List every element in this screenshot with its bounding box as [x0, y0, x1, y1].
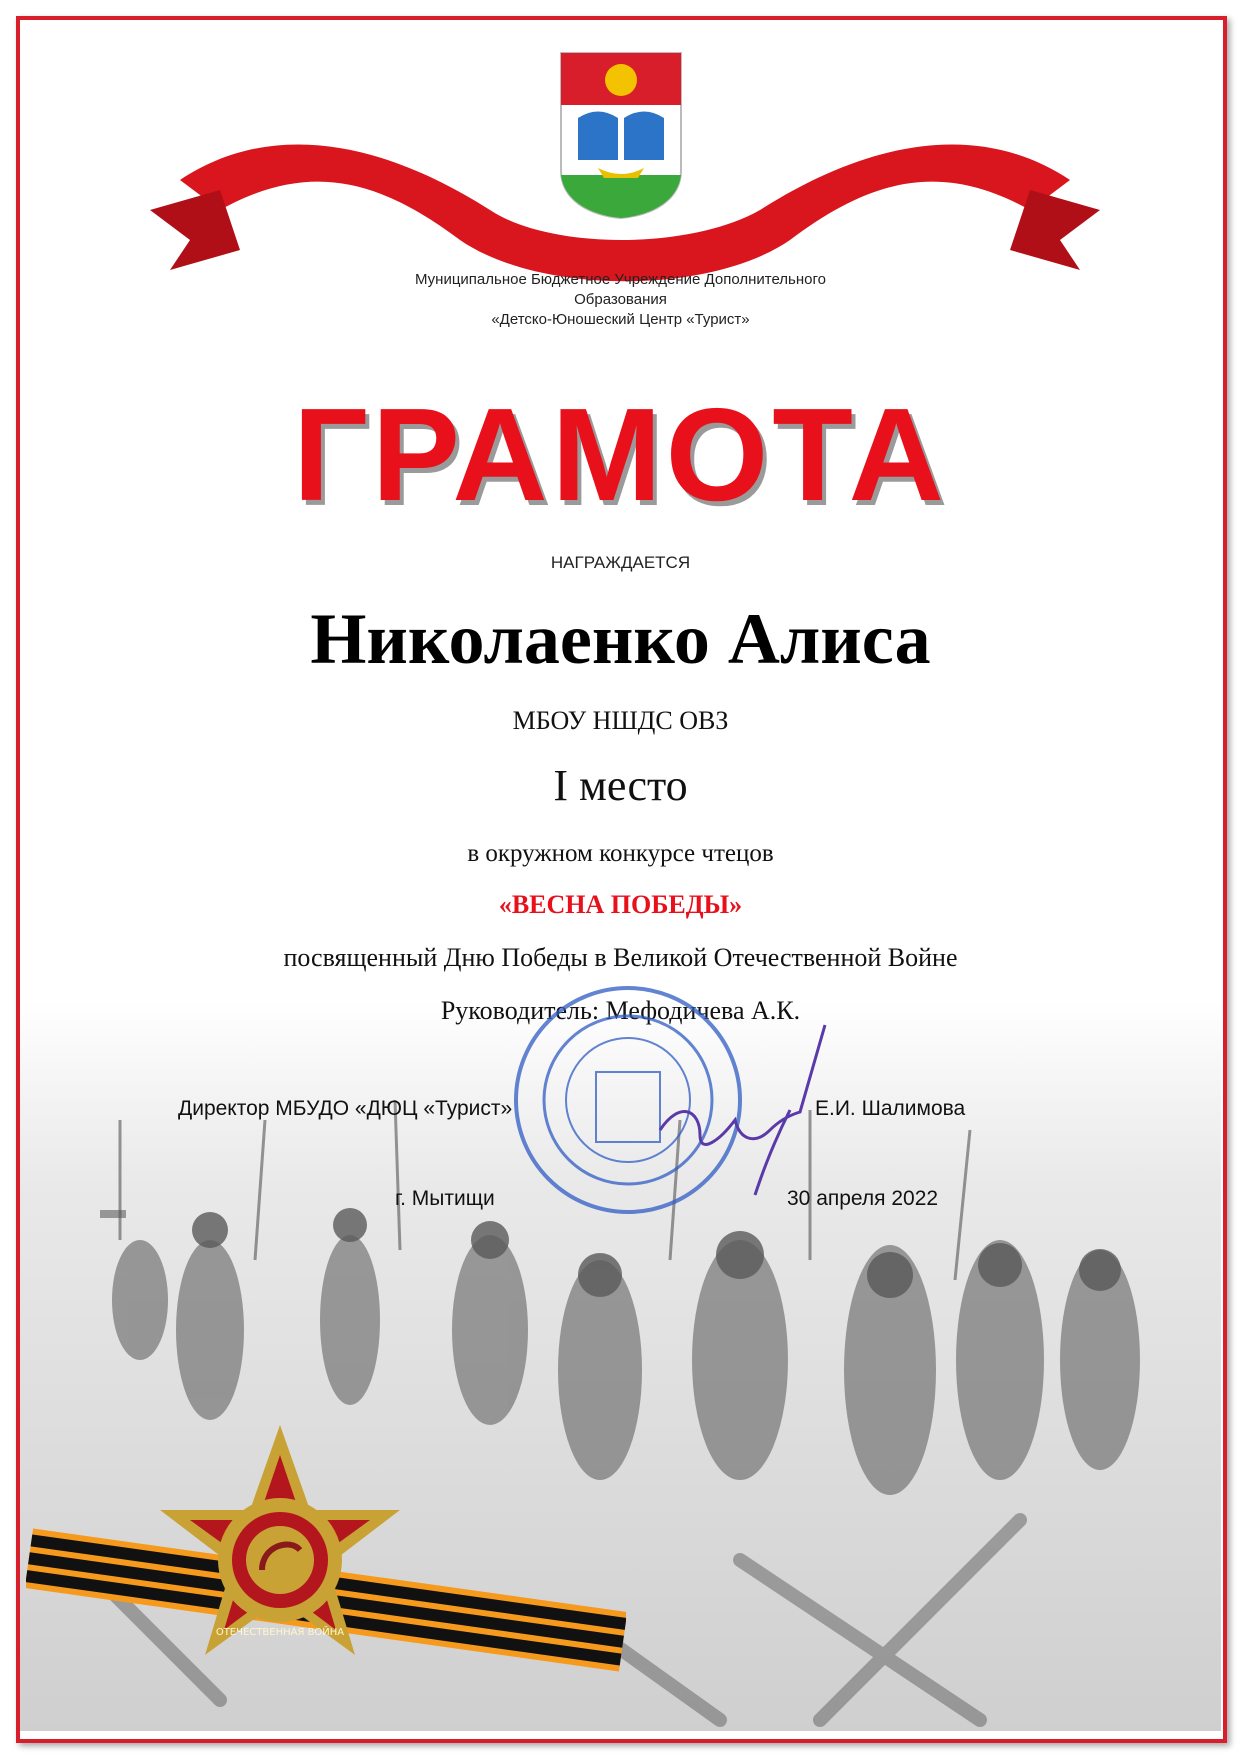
director-name: Е.И. Шалимова [815, 1097, 966, 1120]
coat-of-arms [558, 50, 684, 220]
recipient-name: Николаенко Алиса [310, 599, 931, 679]
certificate-title: ГРАМОТА [293, 381, 948, 528]
organization-line1: Муниципальное Бюджетное Учреждение Дополнительного [415, 271, 826, 288]
signature [640, 1020, 840, 1200]
date: 30 апреля 2022 [787, 1187, 939, 1210]
organization-line3: «Детско-Юношеский Центр «Турист» [491, 311, 750, 328]
organization-line2: Образования [574, 291, 667, 308]
dedication-text: посвященный Дню Победы в Великой Отечественной Войне [283, 943, 958, 972]
leader-name: Руководитель: Мефодичева А.К. [440, 996, 801, 1025]
city: г. Мытищи [395, 1187, 495, 1210]
school-name: МБОУ НШДС ОВЗ [512, 706, 729, 735]
awarded-label: НАГРАЖДАЕТСЯ [550, 553, 691, 572]
organization-name [0, 270, 1241, 330]
contest-description: в окружном конкурсе чтецов [467, 840, 774, 867]
place-award: I место [553, 761, 688, 810]
order-text: ОТЕЧЕСТВЕННАЯ ВОЙНА [215, 1627, 345, 1638]
director-label: Директор МБУДО «ДЮЦ «Турист» [178, 1097, 513, 1120]
event-name: «ВЕСНА ПОБЕДЫ» [498, 890, 743, 919]
order-patriotic-war-icon [150, 1420, 410, 1710]
